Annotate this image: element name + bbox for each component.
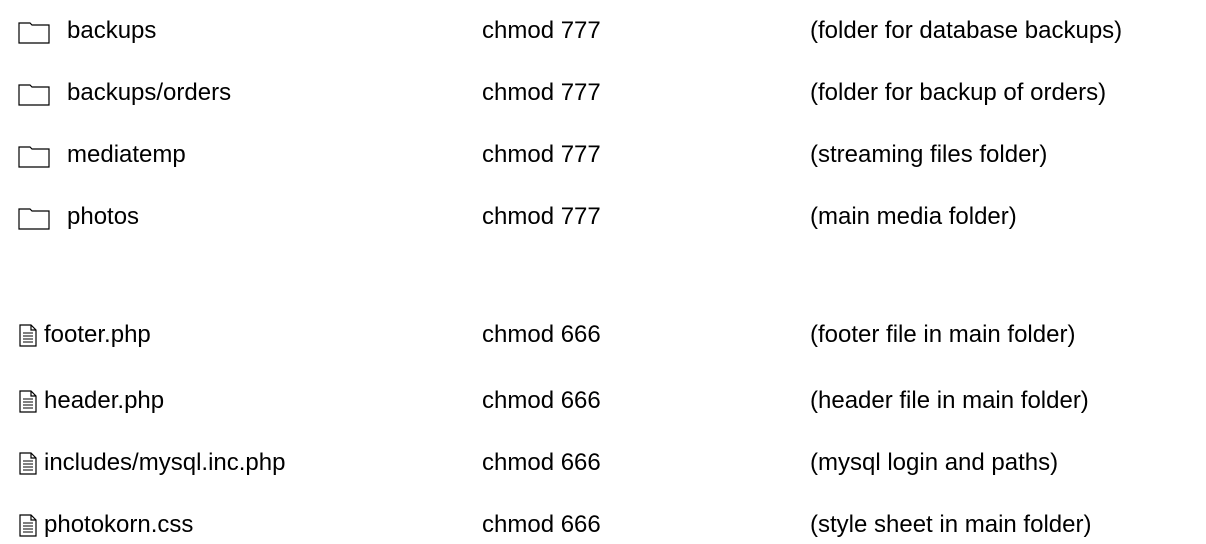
folder-row-mediatemp — [0, 138, 1206, 172]
permission-value: chmod 777 — [482, 141, 601, 168]
file-description: (header file in main folder) — [810, 387, 1089, 414]
file-row-header — [0, 384, 1206, 418]
file-icon — [19, 446, 39, 480]
file-name: footer.php — [44, 321, 151, 348]
file-row-footer — [0, 318, 1206, 352]
file-name: includes/mysql.inc.php — [44, 449, 286, 476]
folder-name: backups/orders — [67, 79, 232, 106]
file-name: photokorn.css — [44, 511, 194, 538]
file-icon — [19, 508, 39, 542]
folder-name: mediatemp — [67, 141, 186, 168]
folder-description: (folder for backup of orders) — [810, 79, 1107, 106]
folder-description: (streaming files folder) — [810, 141, 1048, 168]
file-description: (footer file in main folder) — [810, 321, 1076, 348]
folder-row-backups — [0, 14, 1206, 48]
permission-value: chmod 666 — [482, 321, 601, 348]
folder-description: (folder for database backups) — [810, 17, 1123, 44]
folder-name: photos — [67, 203, 140, 230]
folder-row-backups-orders — [0, 76, 1206, 110]
folder-icon — [18, 200, 50, 234]
permission-value: chmod 666 — [482, 449, 601, 476]
folder-icon — [18, 138, 50, 172]
file-icon — [19, 384, 39, 418]
file-row-photokorn-css — [0, 508, 1206, 542]
folder-icon — [18, 76, 50, 110]
permission-value: chmod 777 — [482, 203, 601, 230]
permission-value: chmod 777 — [482, 17, 601, 44]
file-description: (mysql login and paths) — [810, 449, 1059, 476]
permission-value: chmod 666 — [482, 511, 601, 538]
folder-description: (main media folder) — [810, 203, 1017, 230]
folder-icon — [18, 14, 50, 48]
file-name: header.php — [44, 387, 165, 414]
permission-value: chmod 666 — [482, 387, 601, 414]
file-icon — [19, 318, 39, 352]
file-description: (style sheet in main folder) — [810, 511, 1092, 538]
permission-value: chmod 777 — [482, 79, 601, 106]
file-row-mysql-inc — [0, 446, 1206, 480]
folder-name: backups — [67, 17, 157, 44]
folder-row-photos — [0, 200, 1206, 234]
